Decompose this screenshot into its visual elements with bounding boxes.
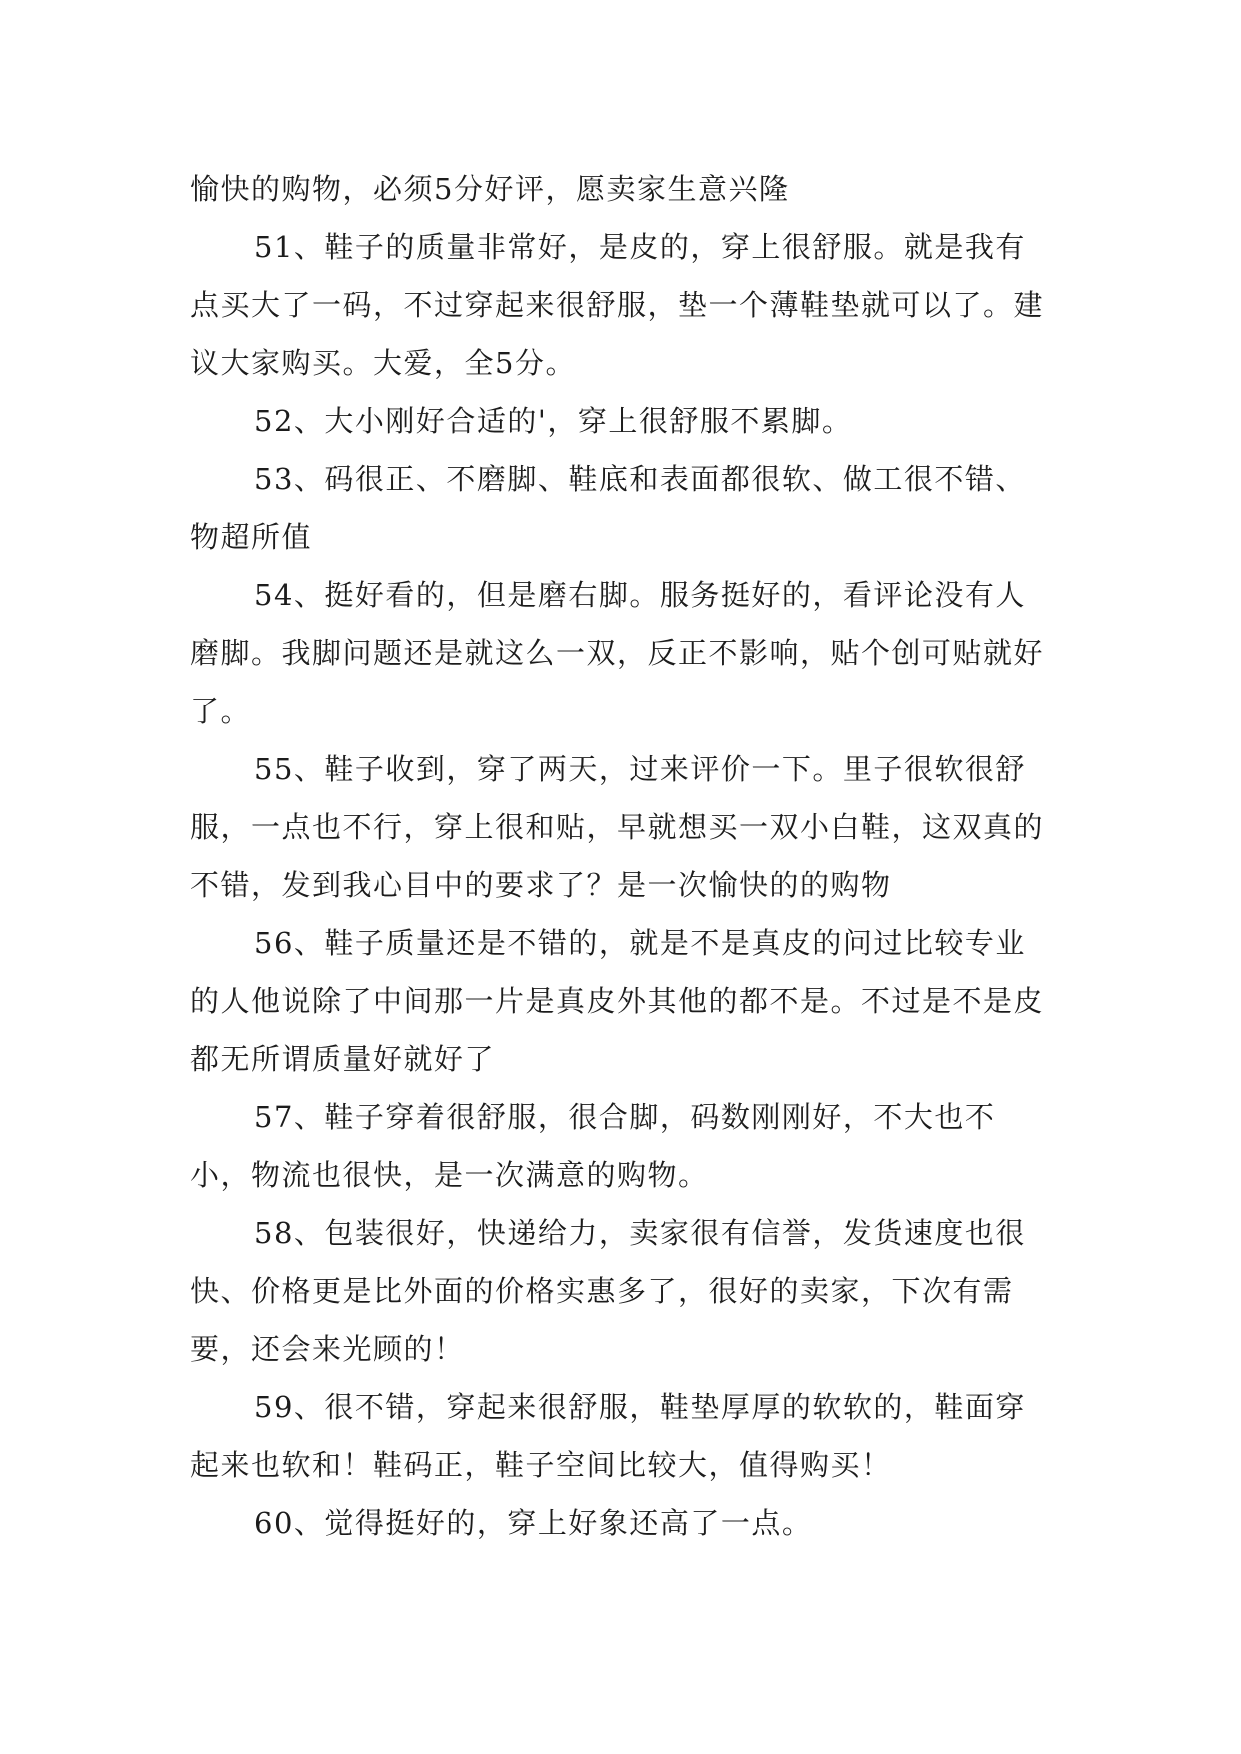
paragraph-58: 58、包装很好，快递给力，卖家很有信誉，发货速度也很快、价格更是比外面的价格实惠多了，很好的卖家，下次有需要，还会来光顾的！ <box>190 1216 1026 1366</box>
paragraph-continuation: 愉快的购物，必须5分好评，愿卖家生意兴隆 <box>190 172 790 206</box>
paragraph-52: 52、大小刚好合适的'，穿上很舒服不累脚。 <box>254 404 853 438</box>
paragraph-53: 53、码很正、不磨脚、鞋底和表面都很软、做工很不错、物超所值 <box>190 462 1026 554</box>
paragraph-57: 57、鞋子穿着很舒服，很合脚，码数刚刚好，不大也不小，物流也很快，是一次满意的购物。 <box>190 1100 996 1192</box>
paragraph-54: 54、挺好看的，但是磨右脚。服务挺好的，看评论没有人磨脚。我脚问题还是就这么一双，反正不影响，贴个创可贴就好了。 <box>190 578 1045 728</box>
document-body <box>190 160 1050 1552</box>
paragraph-55: 55、鞋子收到，穿了两天，过来评价一下。里子很软很舒服，一点也不行，穿上很和贴，早就想买一双小白鞋，这双真的不错，发到我心目中的要求了？是一次愉快的的购物 <box>190 752 1045 902</box>
paragraph-56: 56、鞋子质量还是不错的，就是不是真皮的问过比较专业的人他说除了中间那一片是真皮外其他的都不是。不过是不是皮都无所谓质量好就好了 <box>190 926 1045 1076</box>
paragraph-60: 60、觉得挺好的，穿上好象还高了一点。 <box>254 1506 813 1540</box>
paragraph-59: 59、很不错，穿起来很舒服，鞋垫厚厚的软软的，鞋面穿起来也软和！鞋码正，鞋子空间比较大，值得购买！ <box>190 1390 1026 1482</box>
paragraph-51: 51、鞋子的质量非常好，是皮的，穿上很舒服。就是我有点买大了一码，不过穿起来很舒服，垫一个薄鞋垫就可以了。建议大家购买。大爱，全5分。 <box>190 230 1045 380</box>
